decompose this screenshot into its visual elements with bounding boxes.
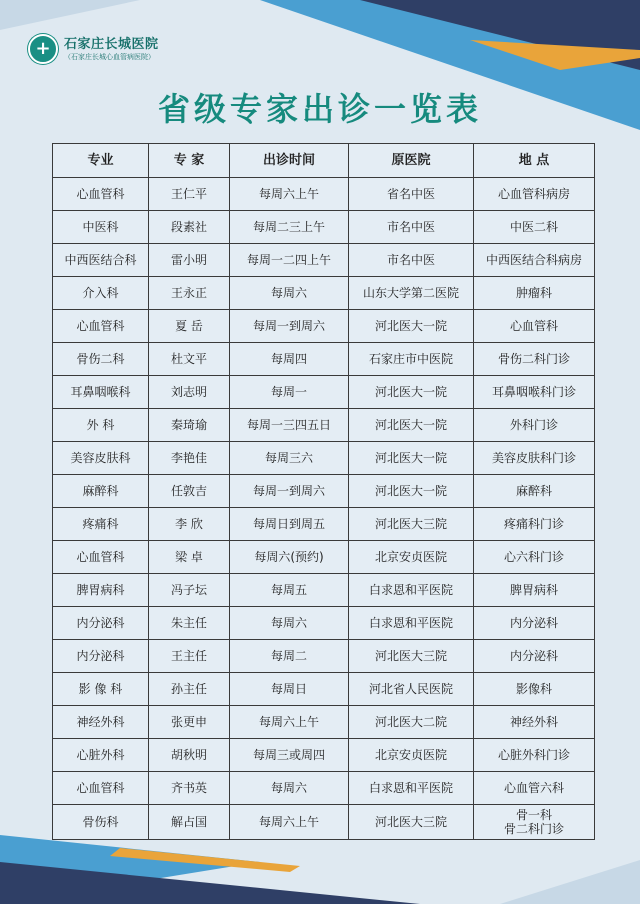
cell-location: 中西医结合科病房: [474, 244, 595, 277]
cell-hospital: 河北医大三院: [349, 508, 474, 541]
cell-time: 每周三六: [230, 442, 349, 475]
cell-time: 每周二: [230, 640, 349, 673]
medical-cross-icon: +: [28, 34, 58, 64]
cell-specialty: 心血管科: [53, 310, 149, 343]
cell-hospital: 白求恩和平医院: [349, 607, 474, 640]
cell-specialty: 疼痛科: [53, 508, 149, 541]
top-left-light-shape: [0, 0, 140, 30]
cell-location: 内分泌科: [474, 640, 595, 673]
cell-expert: 孙主任: [149, 673, 230, 706]
cell-specialty: 麻醉科: [53, 475, 149, 508]
cell-location: 肿瘤科: [474, 277, 595, 310]
cell-hospital: 河北省人民医院: [349, 673, 474, 706]
cell-time: 每周四: [230, 343, 349, 376]
cell-location-line-2: 骨二科门诊: [503, 822, 564, 836]
table-row: [53, 607, 595, 640]
header-hospital: 原医院: [349, 144, 474, 178]
cell-time: 每周六(预约): [230, 541, 349, 574]
table-row: [53, 640, 595, 673]
cell-hospital: 市名中医: [349, 211, 474, 244]
cell-specialty: 内分泌科: [53, 640, 149, 673]
cell-location: [474, 805, 595, 840]
cell-specialty: 心血管科: [53, 772, 149, 805]
table-row: [53, 508, 595, 541]
cell-location: 心脏外科门诊: [474, 739, 595, 772]
cell-specialty: 耳鼻咽喉科: [53, 376, 149, 409]
page-title: 省级专家出诊一览表: [157, 90, 482, 128]
cell-time: 每周六: [230, 277, 349, 310]
cell-location: 耳鼻咽喉科门诊: [474, 376, 595, 409]
table-row: [53, 574, 595, 607]
cell-expert: 李艳佳: [149, 442, 230, 475]
table-header-row: [53, 144, 595, 178]
cell-hospital: 省名中医: [349, 178, 474, 211]
cell-time: 每周六上午: [230, 178, 349, 211]
cell-specialty: 骨伤二科: [53, 343, 149, 376]
table-row: [53, 442, 595, 475]
cell-location: 内分泌科: [474, 607, 595, 640]
table-row: [53, 178, 595, 211]
cell-time: 每周日: [230, 673, 349, 706]
cell-location: 心血管科: [474, 310, 595, 343]
cell-location: 心六科门诊: [474, 541, 595, 574]
cell-specialty: 中医科: [53, 211, 149, 244]
cell-expert: 刘志明: [149, 376, 230, 409]
table-row: [53, 805, 595, 840]
cell-location: 美容皮肤科门诊: [474, 442, 595, 475]
cell-hospital: 市名中医: [349, 244, 474, 277]
cell-time: 每周二三上午: [230, 211, 349, 244]
cell-specialty: 脾胃病科: [53, 574, 149, 607]
cell-hospital: 北京安贞医院: [349, 739, 474, 772]
cell-time: 每周五: [230, 574, 349, 607]
bottom-right-light-shape: [500, 860, 640, 904]
cell-hospital: 河北医大三院: [349, 805, 474, 840]
cell-expert: 段素社: [149, 211, 230, 244]
cell-location: 心血管六科: [474, 772, 595, 805]
cell-time: 每周六上午: [230, 706, 349, 739]
cell-time: 每周三或周四: [230, 739, 349, 772]
cell-hospital: 石家庄市中医院: [349, 343, 474, 376]
cell-hospital: 河北医大一院: [349, 475, 474, 508]
cell-specialty: 心脏外科: [53, 739, 149, 772]
table-row: [53, 376, 595, 409]
cell-location-line-1: 骨一科: [515, 808, 552, 822]
cell-expert: 解占国: [149, 805, 230, 840]
table-row: [53, 409, 595, 442]
cell-time: 每周六上午: [230, 805, 349, 840]
table-row: [53, 211, 595, 244]
cell-expert: 冯子坛: [149, 574, 230, 607]
cell-hospital: 河北医大三院: [349, 640, 474, 673]
cell-hospital: 河北医大一院: [349, 442, 474, 475]
cell-expert: 王主任: [149, 640, 230, 673]
cell-expert: 杜文平: [149, 343, 230, 376]
cell-expert: 秦琦瑜: [149, 409, 230, 442]
table-row: [53, 475, 595, 508]
cell-location: 麻醉科: [474, 475, 595, 508]
cell-time: 每周一三四五日: [230, 409, 349, 442]
cell-expert: 雷小明: [149, 244, 230, 277]
cell-specialty: 骨伤科: [53, 805, 149, 840]
hospital-name: 石家庄长城医院: [64, 36, 159, 52]
cell-time: 每周六: [230, 607, 349, 640]
cell-expert: 胡秋明: [149, 739, 230, 772]
cell-hospital: 河北医大一院: [349, 409, 474, 442]
header-location: 地 点: [474, 144, 595, 178]
cell-expert: 齐书英: [149, 772, 230, 805]
cell-specialty: 心血管科: [53, 178, 149, 211]
cell-specialty: 心血管科: [53, 541, 149, 574]
cell-location: 疼痛科门诊: [474, 508, 595, 541]
cell-location: 神经外科: [474, 706, 595, 739]
table-row: [53, 244, 595, 277]
cell-specialty: 内分泌科: [53, 607, 149, 640]
hospital-logo: [28, 34, 159, 64]
cell-hospital: 北京安贞医院: [349, 541, 474, 574]
cell-specialty: 美容皮肤科: [53, 442, 149, 475]
cell-hospital: 白求恩和平医院: [349, 574, 474, 607]
cell-hospital: 河北医大一院: [349, 310, 474, 343]
table-row: [53, 673, 595, 706]
cell-time: 每周一二四上午: [230, 244, 349, 277]
logo-text: [64, 38, 159, 61]
cell-location: 外科门诊: [474, 409, 595, 442]
cell-time: 每周一到周六: [230, 310, 349, 343]
table-row: [53, 739, 595, 772]
cell-time: 每周六: [230, 772, 349, 805]
cell-specialty: 介入科: [53, 277, 149, 310]
cell-location: 中医二科: [474, 211, 595, 244]
cell-hospital: 河北医大二院: [349, 706, 474, 739]
cell-specialty: 中西医结合科: [53, 244, 149, 277]
cell-specialty: 神经外科: [53, 706, 149, 739]
cell-expert: 任敦吉: [149, 475, 230, 508]
cell-expert: 朱主任: [149, 607, 230, 640]
cell-expert: 王永正: [149, 277, 230, 310]
cell-hospital: 白求恩和平医院: [349, 772, 474, 805]
hospital-subname: （石家庄长城心血管病医院）: [64, 52, 155, 61]
cell-specialty: 外 科: [53, 409, 149, 442]
cell-expert: 夏 岳: [149, 310, 230, 343]
table-row: [53, 706, 595, 739]
cell-location: 脾胃病科: [474, 574, 595, 607]
cell-time: 每周一到周六: [230, 475, 349, 508]
cell-expert: 李 欣: [149, 508, 230, 541]
cell-expert: 王仁平: [149, 178, 230, 211]
cell-location: 心血管科病房: [474, 178, 595, 211]
header-expert: 专 家: [149, 144, 230, 178]
table-row: [53, 277, 595, 310]
cell-expert: 张更申: [149, 706, 230, 739]
table-row: [53, 541, 595, 574]
expert-schedule-table: [52, 143, 595, 840]
table-row: [53, 310, 595, 343]
cell-time: 每周日到周五: [230, 508, 349, 541]
cell-expert: 梁 卓: [149, 541, 230, 574]
cell-hospital: 河北医大一院: [349, 376, 474, 409]
table-row: [53, 772, 595, 805]
table-row: [53, 343, 595, 376]
cell-time: 每周一: [230, 376, 349, 409]
cell-hospital: 山东大学第二医院: [349, 277, 474, 310]
cell-location: 影像科: [474, 673, 595, 706]
header-specialty: 专业: [53, 144, 149, 178]
header-time: 出诊时间: [230, 144, 349, 178]
cell-location: 骨伤二科门诊: [474, 343, 595, 376]
cell-specialty: 影 像 科: [53, 673, 149, 706]
